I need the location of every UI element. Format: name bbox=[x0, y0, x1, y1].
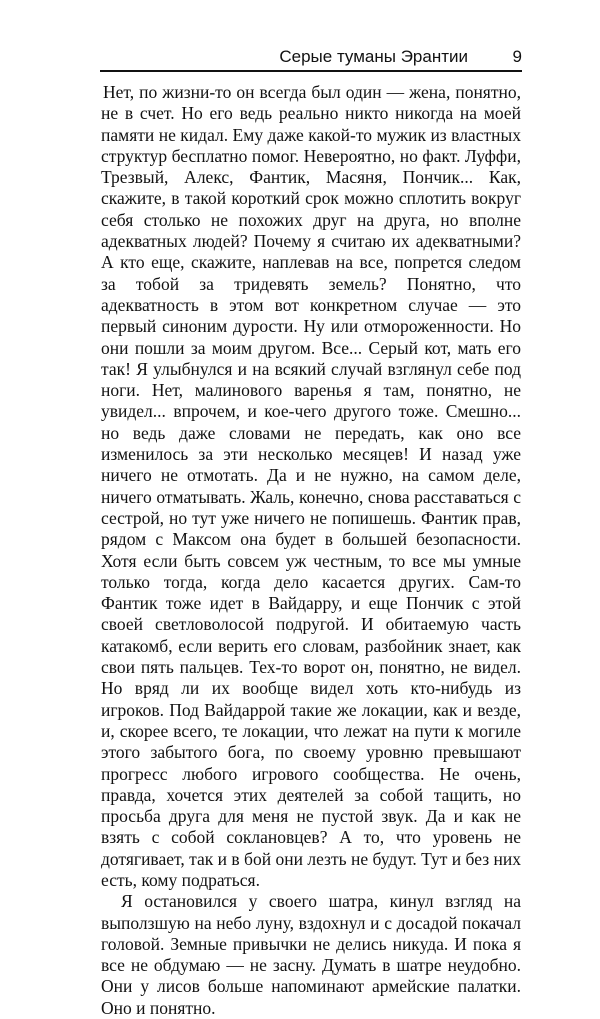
paragraph: Я остановился у своего шатра, кинул взгляд на выползшую на небо луну, вздохнул и с досадой покачал головой. Земные привычки не делись никуда. И пока я все не обдумаю — не засну. Думать в шатре неудобно. Они у лисов больше напоминают армейские палатки. Оно и понятно. bbox=[101, 891, 521, 1018]
running-header bbox=[100, 44, 522, 72]
body-text bbox=[101, 82, 521, 1019]
running-header-title: Серые туманы Эрантии bbox=[279, 47, 468, 66]
page-number: 9 bbox=[512, 47, 522, 66]
paragraph: Нет, по жизни-то он всегда был один — жена, понятно, не в счет. Но его ведь реально никто никогда на моей памяти не кидал. Ему даже какой-то мужик из властных структур бесплатно помог. Невероятно, но факт. Луффи, Трезвый, Алекс, Фантик, Масяня, Пончик... Как, скажите, в такой короткий срок можно сплотить вокруг себя столько не похожих друг на друга, но вполне адекватных людей? Почему я считаю их адекватными? А кто еще, скажите, наплевав на все, попрется следом за тобой за тридевять земель? Понятно, что адекватность в этом вот конкретном случае — это первый синоним дурости. Ну или отмороженности. Но они пошли за моим другом. Все... Серый кот, мать его так! Я улыбнулся и на всякий случай взглянул себе под ноги. Нет, малинового варенья я там, понятно, не увидел... впрочем, и кое-чего другого тоже. Смешно... но ведь даже словами не передать, как оно все изменилось за эти несколько месяцев! И назад уже ничего не отмотать. Да и не нужно, на самом деле, ничего отматывать. Жаль, конечно, снова расставаться с сестрой, но тут уже ничего не попишешь. Фантик прав, рядом с Максом она будет в большей безопасности. Хотя если быть совсем уж честным, то все мы умные только тогда, когда дело касается других. Сам-то Фантик тоже идет в Вайдарру, и еще Пончик с этой своей светловолосой подругой. И обитаемую часть катакомб, если верить его словам, разбойник знает, как свои пять пальцев. Тех-то ворот он, понятно, не видел. Но вряд ли их вообще видел хоть кто-нибудь из игроков. Под Вайдаррой такие же локации, как и везде, и, скорее всего, те локации, что лежат на пути к могиле этого забытого бога, по своему уровню превышают прогресс любого игрового сообщества. Не очень, правда, хочется этих деятелей за собой тащить, но просьба друга для меня не пустой звук. Да и как не взять с собой соклановцев? А то, что уровень не дотягивает, так и в бой они лезть не будут. Тут и без них есть, кому подраться. bbox=[101, 82, 521, 890]
